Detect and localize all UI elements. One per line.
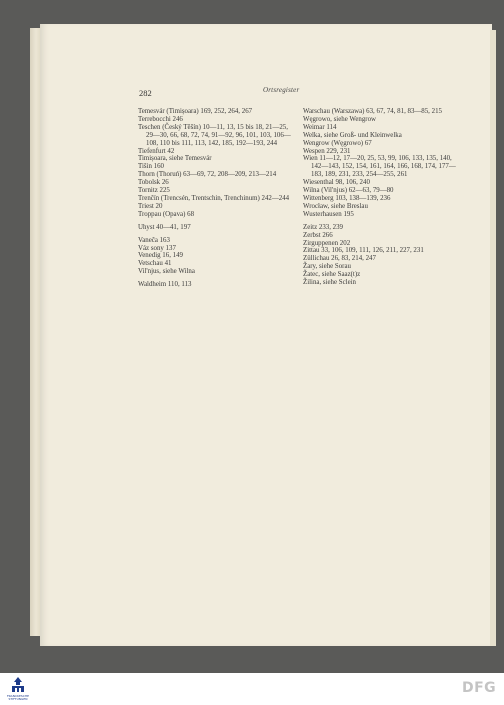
- index-entry: Węgrowo, siehe Wengrow: [303, 115, 376, 123]
- book-spine: [30, 28, 40, 636]
- index-entry: Trenčín (Trencsén, Trentschin, Trenchinum) 242—244: [138, 194, 290, 202]
- index-column-right: [303, 108, 456, 287]
- page-number: 282: [139, 88, 152, 98]
- index-entry: Weimar 114: [303, 123, 337, 131]
- index-entry: Triest 20: [138, 202, 163, 210]
- index-entry: Wrocław, siehe Breslau: [303, 202, 368, 210]
- logo-emblem-icon: [6, 676, 30, 694]
- page-edge: [490, 30, 496, 646]
- viewer-footer: [0, 673, 504, 705]
- index-entry: Warschau (Warszawa) 63, 67, 74, 81, 83—85, 215: [303, 108, 442, 115]
- index-entry: Wengrow (Węgrowo) 67: [303, 139, 372, 147]
- index-entry: Zerbst 266: [303, 231, 333, 239]
- index-entry: Tornitz 225: [138, 187, 170, 195]
- index-entry: Venedig 16, 149: [138, 252, 183, 260]
- index-entry: Zeitz 233, 239: [303, 223, 343, 231]
- index-entry: Žilina, siehe Sclein: [303, 279, 357, 287]
- index-entry: Zirguppenen 202: [303, 239, 351, 247]
- logo-text: FRANCKESCHE STIFTUNGEN: [6, 694, 30, 702]
- index-entry: Wien 11—12, 17—20, 25, 53, 99, 106, 133, 135, 140, 142—143, 152, 154, 161, 164, 166, 168, 174, 177—183, 189, 231, 233, 254—255, 261: [303, 155, 456, 179]
- index-entry: Wespen 229, 231: [303, 147, 351, 155]
- index-entry: Wilna (Vil'njus) 62—63, 79—80: [303, 187, 394, 195]
- index-entry: Žary, siehe Sorau: [303, 263, 351, 271]
- index-entry: Tobolsk 26: [138, 179, 169, 187]
- index-entry: Teschen (Český Těšín) 10—11, 13, 15 bis 18, 21—25, 29—30, 66, 68, 72, 74, 91—92, 96, 101, 103, 106—108, 110 bis 111, 113, 142, 185, 192—193, 244: [138, 123, 291, 147]
- index-entry: Tiefenfurt 42: [138, 147, 175, 155]
- index-entry: Uhyst 40—41, 197: [138, 223, 191, 231]
- index-entry: Vetschau 41: [138, 260, 172, 268]
- index-entry: Žatec, siehe Saaz(t)z: [303, 271, 361, 279]
- index-entry: Thorn (Thoruń) 63—69, 72, 208—209, 213—214: [138, 171, 277, 179]
- index-entry: Tišin 160: [138, 163, 164, 171]
- dfg-logo[interactable]: DFG: [462, 680, 497, 696]
- index-entry: Timișoara, siehe Temesvár: [138, 155, 212, 163]
- index-entry: Wusterhausen 195: [303, 210, 354, 218]
- index-entry: Vaneča 163: [138, 236, 170, 244]
- index-entry: Züllichau 26, 83, 214, 247: [303, 255, 376, 263]
- index-entry: Welka, siehe Groß- und Kleinwelka: [303, 131, 402, 139]
- index-entry: Wiesenthal 98, 106, 240: [303, 179, 370, 187]
- index-entry: Zittau 33, 106, 109, 111, 126, 211, 227, 231: [303, 247, 424, 255]
- index-entry: Troppau (Opava) 68: [138, 210, 195, 218]
- index-entry: Temesvár (Timișoara) 169, 252, 264, 267: [138, 108, 253, 115]
- index-entry: Vil'njus, siehe Wilna: [138, 268, 195, 276]
- index-column-left: [138, 108, 293, 289]
- index-entry: Terrebocchi 246: [138, 115, 183, 123]
- index-entry: Váz sony 137: [138, 244, 176, 252]
- index-entry: Waldheim 110, 113: [138, 281, 192, 289]
- running-title: Ortsregister: [263, 86, 300, 94]
- index-entry: Wittenberg 103, 138—139, 236: [303, 194, 391, 202]
